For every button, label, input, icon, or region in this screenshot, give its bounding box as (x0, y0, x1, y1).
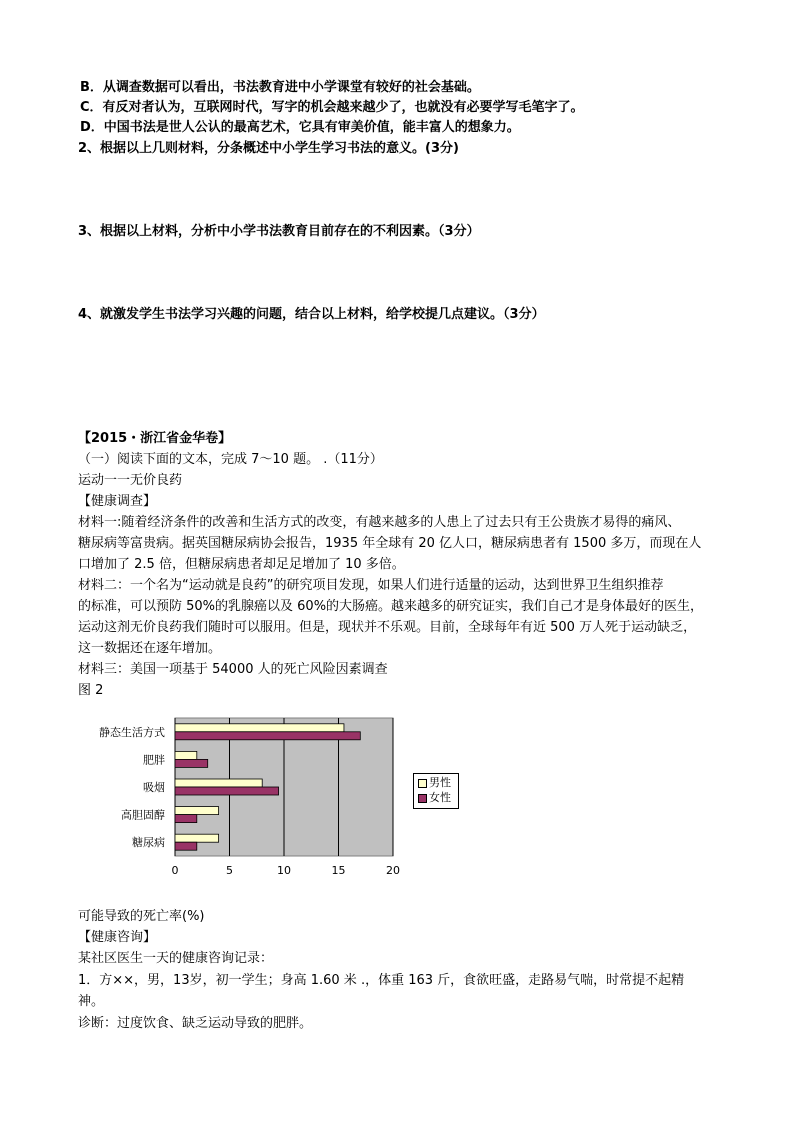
bar-male (175, 807, 219, 815)
legend-item-male (418, 776, 451, 790)
x-tick-label: 0 (171, 864, 179, 877)
option-b: B．从调查数据可以看出，书法教育进中小学课堂有较好的社会基础。 (80, 80, 480, 95)
category-label: 静态生活方式 (99, 725, 165, 739)
category-label: 糖尿病 (132, 836, 165, 850)
material2-line3: 运动这剂无价良药我们随时可以服用。但是，现状并不乐观。目前，全球每年有近 500 万人死于运动缺乏， (78, 620, 697, 635)
legend-item-female (418, 791, 451, 805)
case1-line2: 神。 (78, 994, 105, 1009)
legend-swatch-male (418, 779, 427, 788)
case1-line1: 1．方××，男，13岁，初一学生；身高 1.60 米 .，体重 163 斤，食欲旺盛，走路易气喘，时常提不起精 (78, 973, 685, 988)
question-2: 2、根据以上几则材料，分条概述中小学生学习书法的意义。(3分) (78, 141, 459, 156)
bar-female (175, 815, 197, 823)
bar-female (175, 732, 360, 740)
category-label: 吸烟 (143, 781, 165, 794)
bar-female (175, 842, 197, 850)
x-tick-label: 15 (331, 864, 346, 877)
heading-survey: 【健康调查】 (78, 494, 157, 509)
material2-line4: 这一数据还在逐年增加。 (78, 641, 222, 656)
bar-female (175, 787, 279, 795)
bar-male (175, 724, 344, 732)
question-3: 3、根据以上材料，分析中小学书法教育目前存在的不利因素。（3分） (78, 224, 480, 239)
instruction: （一）阅读下面的文本，完成 7～10 题。 .（11分） (78, 452, 383, 467)
x-tick-label: 5 (226, 864, 233, 877)
bar-male (175, 834, 219, 842)
bar-male (175, 751, 197, 759)
category-label: 高胆固醇 (121, 808, 165, 822)
material3: 材料三：美国一项基于 54000 人的死亡风险因素调查 (78, 662, 388, 677)
question-4: 4、就激发学生书法学习兴趣的问题，结合以上材料，给学校提几点建议。（3分） (78, 307, 545, 322)
material2-line2: 的标准，可以预防 50%的乳腺癌以及 60%的大肠癌。越来越多的研究证实，我们自己才是身体最好的医生， (78, 599, 704, 614)
material1-line3: 口增加了 2.5 倍，但糖尿病患者却足足增加了 10 多倍。 (78, 557, 405, 572)
chart-category-labels (99, 725, 165, 849)
chart-x-tick-labels (172, 864, 401, 877)
consult-intro: 某社区医生一天的健康咨询记录： (78, 951, 274, 966)
source-label: 【2015・浙江省金华卷】 (78, 431, 232, 446)
x-tick-label: 10 (277, 864, 291, 877)
chart-caption: 可能导致的死亡率(%) (78, 909, 205, 924)
option-c: C．有反对者认为，互联网时代，写字的机会越来越少了，也就没有必要学写毛笔字了。 (80, 100, 584, 115)
material1-line1: 材料一:随着经济条件的改善和生活方式的改变，有越来越多的人患上了过去只有王公贵族才易得的痛风、 (78, 515, 681, 530)
legend-label-male: 男性 (429, 776, 451, 789)
diagnosis: 诊断：过度饮食、缺乏运动导致的肥胖。 (78, 1016, 313, 1031)
material1-line2: 糖尿病等富贵病。据英国糖尿病协会报告，1935 年全球有 20 亿人口，糖尿病患者有 1500 多万，而现在人 (78, 536, 702, 551)
article-title: 运动一一无价良药 (78, 473, 183, 488)
bar-male (175, 779, 262, 787)
category-label: 肥胖 (143, 753, 165, 767)
heading-consult: 【健康咨询】 (78, 930, 157, 945)
bar-female (175, 759, 208, 767)
x-tick-label: 20 (386, 864, 400, 877)
material2-line1: 材料二：一个名为“运动就是良药”的研究项目发现，如果人们进行适量的运动，达到世界卫生组织推荐 (78, 578, 664, 593)
option-d: D．中国书法是世人公认的最高艺术，它具有审美价值，能丰富人的想象力。 (80, 120, 520, 135)
chart-legend (413, 773, 459, 809)
legend-swatch-female (418, 794, 427, 803)
legend-label-female: 女性 (429, 791, 451, 804)
figure-label: 图 2 (78, 683, 104, 698)
death-risk-bar-chart (80, 708, 410, 893)
